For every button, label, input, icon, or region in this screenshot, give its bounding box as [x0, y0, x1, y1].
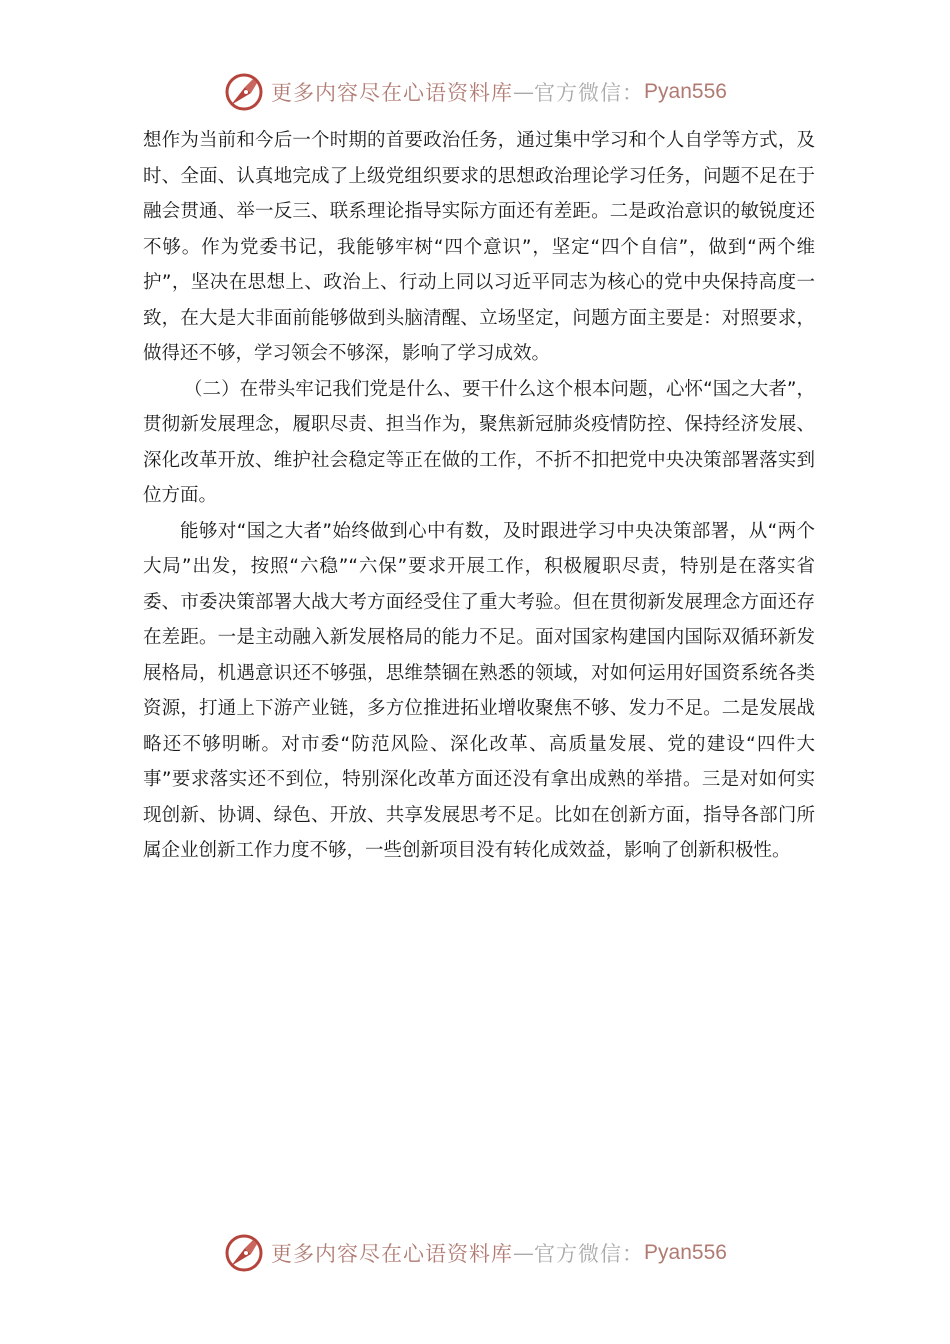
paragraph-2: （二）在带头牢记我们党是什么、要干什么这个根本问题，心怀“国之大者”，贯彻新发展理念，履职尽责、担当作为，聚焦新冠肺炎疫情防控、保持经济发展、深化改革开放、维护社会稳定等正在做的工作，不折不扣把党中央决策部署落实到位方面。	[143, 378, 815, 506]
footer-banner	[0, 1231, 950, 1275]
footer-wechat-id: Pyan556	[644, 1241, 727, 1264]
header-wechat-id: Pyan556	[644, 80, 727, 103]
header-official-label: 官方微信：	[534, 81, 645, 105]
header-banner	[0, 70, 950, 114]
footer-brand-text: 更多内容尽在心语资料库	[271, 1242, 514, 1266]
document-body	[143, 123, 815, 869]
header-brand-text: 更多内容尽在心语资料库	[271, 81, 514, 105]
paragraph-1: 想作为当前和今后一个时期的首要政治任务，通过集中学习和个人自学等方式，及时、全面、认真地完成了上级党组织要求的思想政治理论学习任务，问题不足在于融会贯通、举一反三、联系理论指导实际方面还有差距。二是政治意识的敏锐度还不够。作为党委书记，我能够牢树“四个意识”，坚定“四个自信”，做到“两个维护”，坚决在思想上、政治上、行动上同以习近平同志为核心的党中央保持高度一致，在大是大非面前能够做到头脑清醒、立场坚定，问题方面主要是：对照要求，做得还不够，学习领会不够深，影响了学习成效。	[143, 130, 815, 364]
pen-nib-icon	[223, 71, 265, 113]
footer-official-label: 官方微信：	[534, 1242, 645, 1266]
footer-dash: —	[513, 1241, 535, 1265]
pen-nib-icon	[223, 1232, 265, 1274]
header-dash: —	[513, 80, 535, 104]
paragraph-3: 能够对“国之大者”始终做到心中有数，及时跟进学习中央决策部署，从“两个大局”出发，按照“六稳”“六保”要求开展工作，积极履职尽责，特别是在落实省委、市委决策部署大战大考方面经受住了重大考验。但在贯彻新发展理念方面还存在差距。一是主动融入新发展格局的能力不足。面对国家构建国内国际双循环新发展格局，机遇意识还不够强，思维禁锢在熟悉的领域，对如何运用好国资系统各类资源，打通上下游产业链，多方位推进拓业增收聚焦不够、发力不足。二是发展战略还不够明晰。对市委“防范风险、深化改革、高质量发展、党的建设“四件大事”要求落实还不到位，特别深化改革方面还没有拿出成熟的举措。三是对如何实现创新、协调、绿色、开放、共享发展思考不足。比如在创新方面，指导各部门所属企业创新工作力度不够，一些创新项目没有转化成效益，影响了创新积极性。	[143, 520, 815, 861]
